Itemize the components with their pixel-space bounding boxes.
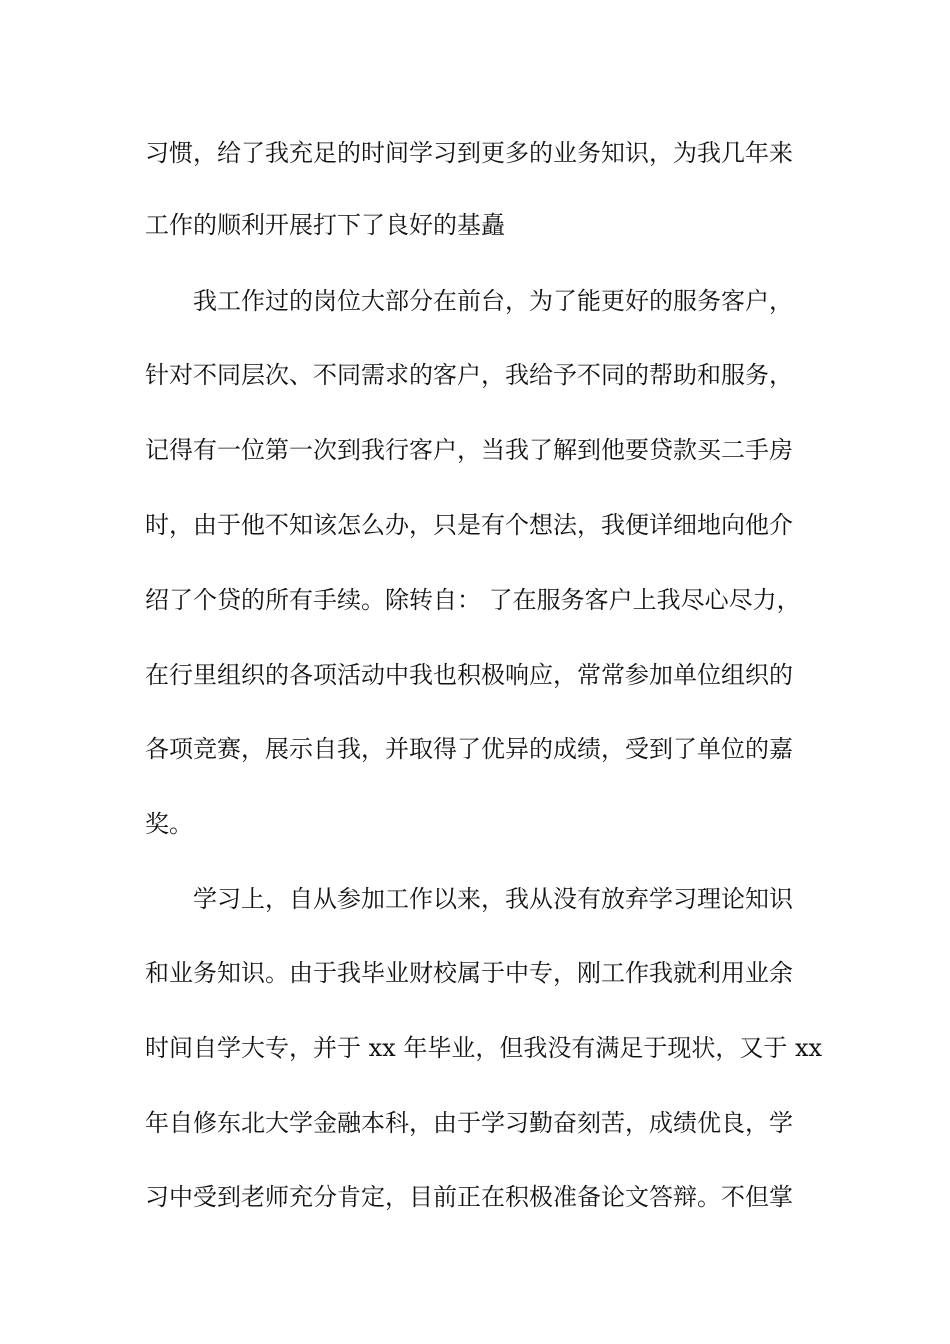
text-line: 时，由于他不知该怎么办，只是有个想法，我便详细地向他介 bbox=[145, 511, 793, 539]
text-line: 年自修东北大学金融本科，由于学习勤奋刻苦，成绩优良，学 bbox=[145, 1109, 793, 1137]
text-line: 在行里组织的各项活动中我也积极响应，常常参加单位组织的 bbox=[145, 661, 793, 689]
text-line: 学习上，自从参加工作以来，我从没有放弃学习理论知识 bbox=[193, 885, 793, 913]
text-line: 各项竞赛，展示自我，并取得了优异的成绩，受到了单位的嘉 bbox=[145, 735, 793, 763]
text-line: 习中受到老师充分肯定，目前正在积极准备论文答辩。不但掌 bbox=[145, 1183, 793, 1211]
text-line: 我工作过的岗位大部分在前台，为了能更好的服务客户， bbox=[193, 287, 793, 315]
text-line: 工作的顺利开展打下了良好的基矗 bbox=[145, 211, 505, 239]
text-line: 奖。 bbox=[145, 810, 193, 838]
text-line: 和业务知识。由于我毕业财校属于中专，刚工作我就利用业余 bbox=[145, 959, 793, 987]
text-line: 记得有一位第一次到我行客户，当我了解到他要贷款买二手房 bbox=[145, 436, 793, 464]
text-line: 习惯，给了我充足的时间学习到更多的业务知识，为我几年来 bbox=[145, 139, 793, 167]
text-line: 时间自学大专，并于 xx 年毕业，但我没有满足于现状，又于 xx bbox=[145, 1034, 823, 1062]
text-line: 针对不同层次、不同需求的客户，我给予不同的帮助和服务， bbox=[145, 361, 793, 389]
text-line: 绍了个贷的所有手续。除转自： 了在服务客户上我尽心尽力， bbox=[145, 586, 801, 614]
